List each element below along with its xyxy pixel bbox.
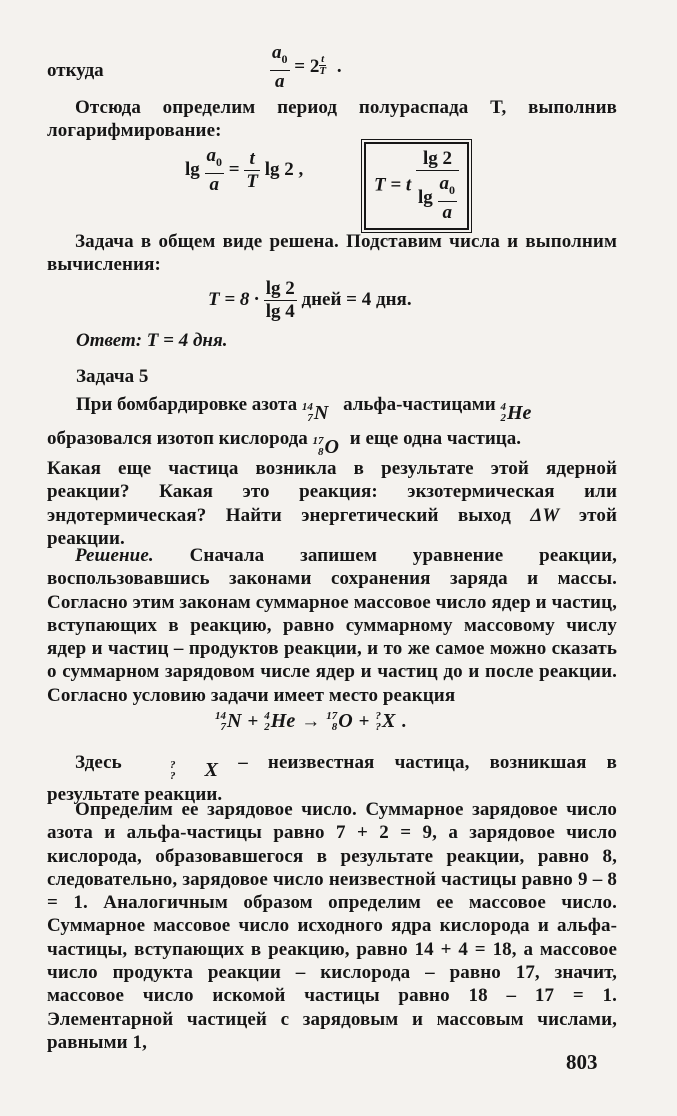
rx-charge: ?: [375, 720, 381, 733]
he-mass: 4: [500, 401, 506, 413]
boxed-inner-sub: 0: [449, 182, 455, 197]
eq1-den: a: [275, 70, 285, 92]
rhe-symbol: He: [270, 710, 296, 732]
eq2-lg: lg: [185, 158, 200, 180]
eq1-num: a: [272, 42, 282, 63]
task-line-1: [76, 394, 531, 425]
boxed-den: [416, 171, 459, 224]
eq2-num-sub: 0: [216, 154, 223, 169]
nuclide-helium: [500, 402, 531, 425]
rn-charge: 7: [220, 720, 226, 733]
task-rest: [47, 457, 617, 550]
eq2-fraction-t-T: [244, 148, 260, 193]
reaction-equation: [215, 710, 406, 733]
equation-ratio: [270, 42, 342, 93]
eq3-fraction: [264, 278, 297, 323]
hx-symbol: X: [204, 759, 219, 782]
o-symbol: O: [324, 435, 339, 458]
rhe-mass: 4: [264, 709, 270, 722]
eq2-fraction-a0-a: [205, 145, 225, 196]
eq1-exponent: [319, 54, 326, 77]
ro-mass: 17: [326, 709, 338, 722]
eq2-num: a: [206, 145, 217, 166]
boxed-inner-num: a: [439, 173, 449, 194]
here-word: Здесь: [75, 752, 122, 773]
page-number: 803: [566, 1050, 598, 1074]
reaction-plus-2: +: [358, 710, 370, 732]
eq2-den: a: [209, 173, 220, 195]
he-charge: 2: [500, 412, 506, 424]
whence-word: откуда: [47, 60, 104, 81]
eq3-num: lg 2: [265, 278, 295, 299]
delta-w-symbol: ΔW: [530, 504, 560, 526]
task-l1-b: альфа-частицами: [343, 394, 496, 415]
task-l2-a: образовался изотоп кислорода: [47, 428, 308, 449]
answer-value: T = 4 дня.: [146, 330, 228, 351]
ro-symbol: O: [338, 710, 353, 732]
rhe-charge: 2: [264, 720, 270, 733]
task-l1-a: При бомбардировке азота: [76, 394, 298, 415]
reaction-plus-1: +: [247, 710, 259, 732]
solution-paragraph: [47, 544, 617, 707]
reaction-end: .: [401, 710, 407, 732]
reaction-helium: [264, 710, 295, 733]
reaction-x: [376, 710, 396, 733]
n-symbol: N: [313, 401, 329, 424]
rx-symbol: X: [382, 710, 396, 732]
boxed-inner-den: a: [442, 201, 452, 223]
ro-charge: 8: [331, 720, 338, 733]
boxed-num: lg 2: [416, 148, 459, 171]
paragraph-half-life: Отсюда определим период полураспада T, выполнив логарифмирование:: [47, 97, 617, 142]
n-mass: 14: [301, 401, 313, 413]
eq2-equals: =: [228, 158, 240, 180]
boxed-den-lg: lg: [417, 186, 433, 208]
reaction-oxygen: [326, 710, 352, 733]
eq1-exp-num: t: [321, 52, 325, 65]
task-rest-a: Какая еще частица возникла в результате этой ядерной реакции? Какая это реакция: экзотермическая или эндотермическая? Найти энергетический выход: [47, 458, 617, 526]
equation-numeric: [208, 278, 412, 323]
answer-label: Ответ:: [76, 330, 143, 351]
rn-symbol: N: [227, 710, 242, 732]
boxed-inner-fraction: [438, 173, 458, 224]
here-rest: – неизвестная частица, возникшая в результате реакции.: [47, 752, 617, 805]
eq2-T: T: [246, 170, 258, 192]
eq3-rhs: дней = 4 дня.: [301, 288, 412, 310]
here-x: [142, 759, 218, 782]
rx-mass: ?: [375, 709, 381, 722]
final-paragraph: Определим ее зарядовое число. Суммарное зарядовое число азота и альфа-частицы равно 7 + 2 = 9, а зарядовое число кислорода, образовавшегося в результате реакции, равно 8, следовательно, зарядовое число неизвестной частицы равно 9 – 8 = 1. Аналогичным образом определим ее массовое число. Суммарное массовое число исходного ядра кислорода и альфа-частицы, вступающих в реакцию, равно 14 + 4 = 18, а массовое число продукта реакции – кислорода – равно 17, значит, массовое число искомой частицы равно 18 – 17 = 1. Элементарной частицей с зарядовым и массовым числами, равными 1,: [47, 799, 617, 1053]
eq1-tail: .: [336, 55, 342, 77]
task-line-2: [47, 428, 521, 459]
reaction-arrow: →: [301, 710, 321, 732]
hx-mass: ?: [169, 759, 176, 771]
eq1-exp-den: T: [319, 64, 327, 77]
task-heading: Задача 5: [76, 366, 149, 387]
solution-label: Решение.: [75, 545, 154, 566]
eq3-lhs: T = 8 ·: [208, 288, 259, 310]
eq3-den: lg 4: [265, 301, 295, 322]
boxed-fraction: [416, 148, 459, 224]
equation-log: [185, 145, 303, 196]
answer-line: [76, 330, 228, 352]
hx-charge: ?: [169, 770, 176, 782]
fraction-a0-a: [270, 42, 290, 93]
task-rest-b: этой реакции.: [47, 504, 617, 549]
eq1-equals-two: = 2: [294, 55, 320, 77]
o-charge: 8: [318, 446, 324, 458]
nuclide-nitrogen: [302, 402, 328, 425]
task-l2-b: и еще одна частица.: [349, 428, 521, 449]
eq2-t: t: [244, 148, 260, 171]
solution-text: Сначала запишем уравнение реакции, воспользовавшись законами сохранения заряда и массы. Согласно этим законам суммарное массовое число ядер и частиц, вступающих в реакцию, равно суммарному массовому числу ядер и частиц – продуктов реакции, и то же самое можно сказать о суммарном зарядовом числе ядер и частиц до и после реакции. Согласно условию задачи имеет место реакция: [47, 545, 617, 706]
boxed-lhs: T = t: [374, 174, 412, 196]
eq2-lg2: lg 2 ,: [264, 158, 304, 180]
he-symbol: He: [506, 401, 532, 424]
paragraph-solved: Задача в общем виде решена. Подставим числа и выполним вычисления:: [47, 231, 617, 276]
nuclide-oxygen: [313, 436, 339, 459]
boxed-formula: [364, 142, 469, 230]
reaction-nitrogen: [215, 710, 241, 733]
rn-mass: 14: [215, 709, 226, 722]
o-mass: 17: [312, 435, 324, 447]
eq1-num-sub: 0: [281, 51, 288, 66]
n-charge: 7: [307, 412, 313, 424]
